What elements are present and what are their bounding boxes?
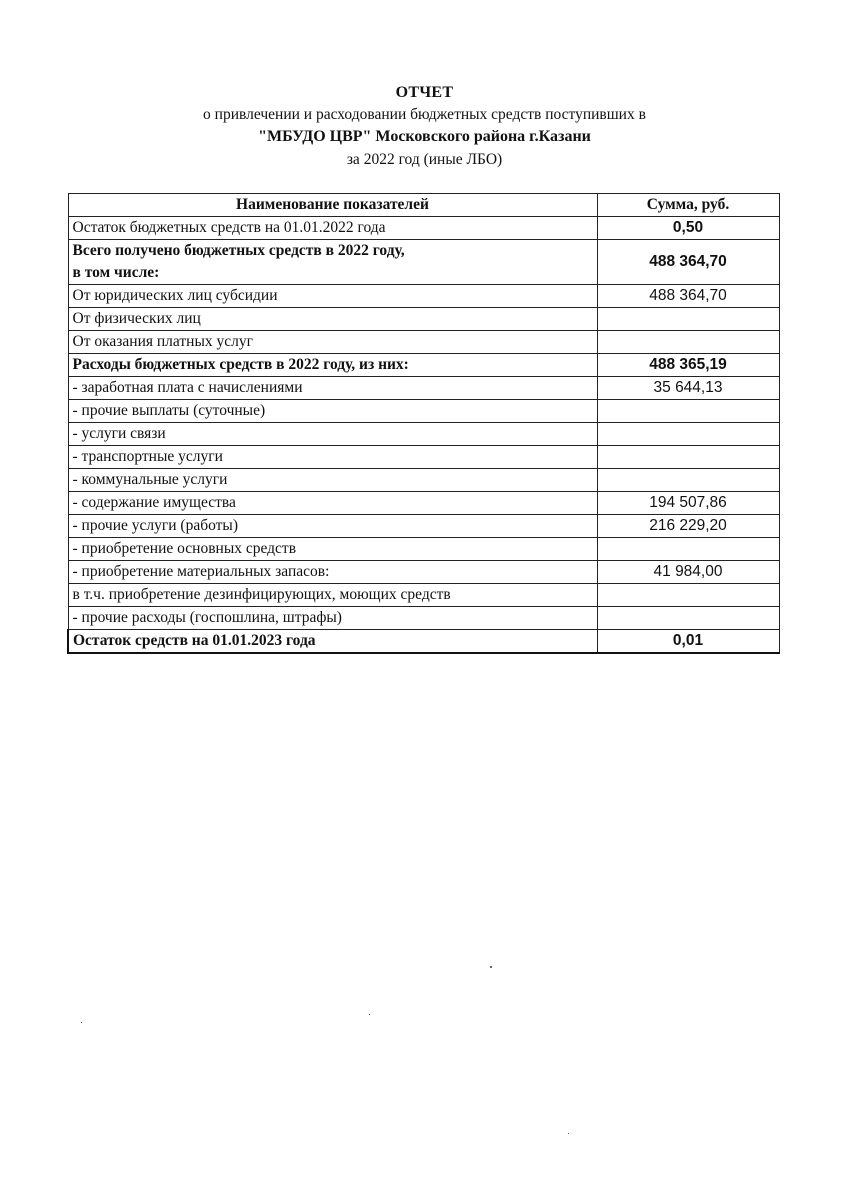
row-label: Остаток средств на 01.01.2023 года bbox=[68, 630, 597, 654]
row-other-payments bbox=[68, 400, 779, 423]
budget-report-table bbox=[67, 193, 780, 654]
row-label: - транспортные услуги bbox=[68, 446, 597, 469]
scan-speck bbox=[568, 1133, 569, 1134]
row-label: От оказания платных услуг bbox=[68, 331, 597, 354]
row-label bbox=[68, 240, 597, 285]
row-utilities bbox=[68, 469, 779, 492]
row-legal-entities bbox=[68, 285, 779, 308]
row-sum: 0,01 bbox=[597, 630, 779, 654]
row-label: - содержание имущества bbox=[68, 492, 597, 515]
row-total-received bbox=[68, 240, 779, 285]
row-balance-end bbox=[68, 630, 779, 654]
row-balance-start bbox=[68, 217, 779, 240]
row-sum bbox=[597, 607, 779, 630]
report-period: за 2022 год (иные ЛБО) bbox=[346, 151, 503, 168]
scan-speck bbox=[490, 966, 492, 968]
row-sum: 194 507,86 bbox=[597, 492, 779, 515]
row-label: в т.ч. приобретение дезинфицирующих, моющих средств bbox=[68, 584, 597, 607]
header-indicator-name: Наименование показателей bbox=[68, 194, 597, 217]
row-sum: 488 365,19 bbox=[597, 354, 779, 377]
row-sum bbox=[597, 400, 779, 423]
row-label: От физических лиц bbox=[68, 308, 597, 331]
row-total-expenses bbox=[68, 354, 779, 377]
row-sum: 216 229,20 bbox=[597, 515, 779, 538]
row-sum: 0,50 bbox=[597, 217, 779, 240]
row-sum: 488 364,70 bbox=[597, 285, 779, 308]
row-individuals bbox=[68, 308, 779, 331]
row-label: - услуги связи bbox=[68, 423, 597, 446]
row-materials bbox=[68, 561, 779, 584]
row-sum bbox=[597, 538, 779, 561]
row-disinfectants bbox=[68, 584, 779, 607]
row-label: - прочие выплаты (суточные) bbox=[68, 400, 597, 423]
scan-speck bbox=[369, 1014, 370, 1015]
row-sum bbox=[597, 584, 779, 607]
row-sum bbox=[597, 423, 779, 446]
row-label: - приобретение основных средств bbox=[68, 538, 597, 561]
row-sum: 488 364,70 bbox=[597, 240, 779, 285]
row-communication bbox=[68, 423, 779, 446]
row-label: Остаток бюджетных средств на 01.01.2022 года bbox=[68, 217, 597, 240]
scan-speck bbox=[81, 1022, 82, 1023]
report-subtitle: о привлечении и расходовании бюджетных средств поступивших в bbox=[203, 106, 646, 123]
organization-name: "МБУДО ЦВР" Московского района г.Казани bbox=[258, 128, 591, 145]
table-header-row bbox=[68, 194, 779, 217]
row-label-line2: в том числе: bbox=[72, 264, 160, 281]
row-sum: 35 644,13 bbox=[597, 377, 779, 400]
row-sum: 41 984,00 bbox=[597, 561, 779, 584]
row-property-maintenance bbox=[68, 492, 779, 515]
row-label: - коммунальные услуги bbox=[68, 469, 597, 492]
row-label-line1: Всего получено бюджетных средств в 2022 году, bbox=[72, 242, 405, 259]
row-sum bbox=[597, 446, 779, 469]
header-sum: Сумма, руб. bbox=[597, 194, 779, 217]
report-title: ОТЧЕТ bbox=[395, 84, 454, 101]
row-other-expenses bbox=[68, 607, 779, 630]
row-label: От юридических лиц субсидии bbox=[68, 285, 597, 308]
row-fixed-assets bbox=[68, 538, 779, 561]
row-sum bbox=[597, 308, 779, 331]
row-label: - заработная плата с начислениями bbox=[68, 377, 597, 400]
row-label: - прочие услуги (работы) bbox=[68, 515, 597, 538]
row-paid-services bbox=[68, 331, 779, 354]
row-other-services bbox=[68, 515, 779, 538]
row-transport bbox=[68, 446, 779, 469]
row-label: - прочие расходы (госпошлина, штрафы) bbox=[68, 607, 597, 630]
row-salary bbox=[68, 377, 779, 400]
row-sum bbox=[597, 331, 779, 354]
row-label: - приобретение материальных запасов: bbox=[68, 561, 597, 584]
row-label: Расходы бюджетных средств в 2022 году, из них: bbox=[68, 354, 597, 377]
row-sum bbox=[597, 469, 779, 492]
